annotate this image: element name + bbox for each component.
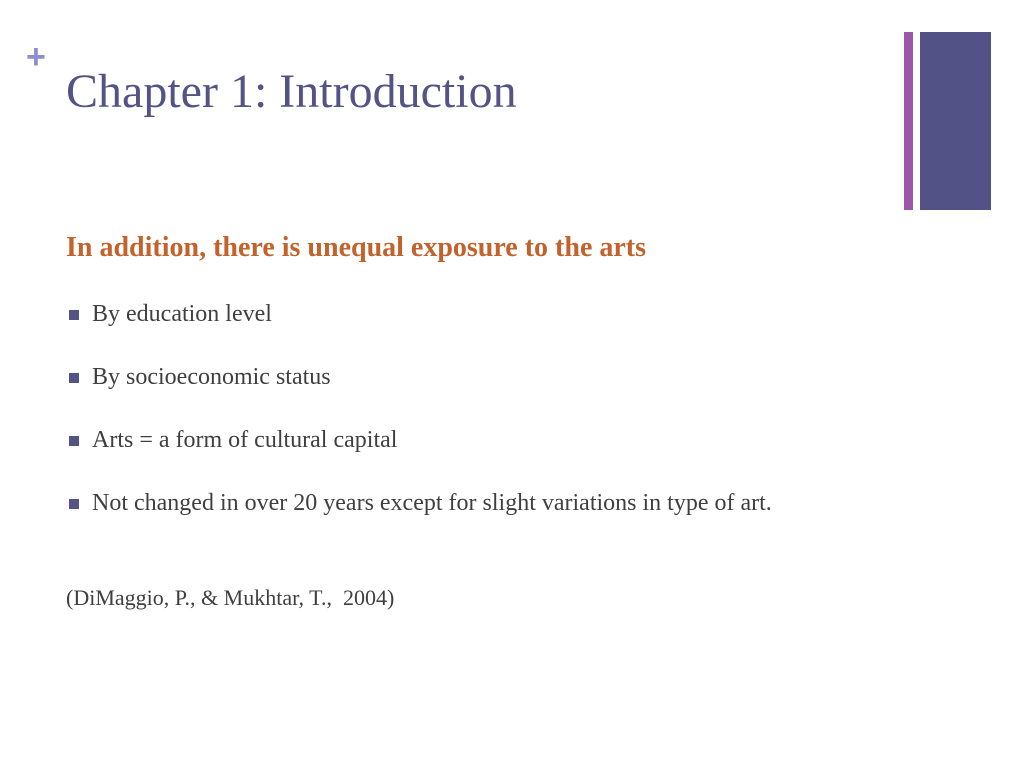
bullet-item <box>66 298 946 331</box>
accent-bar-thick <box>920 32 991 210</box>
citation: (DiMaggio, P., & Mukhtar, T., 2004) <box>66 585 395 610</box>
bullet-text: Not changed in over 20 years except for slight variations in type of art. <box>92 490 772 516</box>
accent-bar-thin <box>904 32 913 210</box>
bullet-text: By education level <box>92 301 272 327</box>
square-bullet-icon <box>69 373 79 383</box>
plus-icon: + <box>26 38 46 76</box>
bullet-item <box>66 424 946 457</box>
bullet-item <box>66 487 946 520</box>
slide-title: Chapter 1: Introduction <box>66 65 517 118</box>
bullet-text: Arts = a form of cultural capital <box>92 427 398 453</box>
slide-subtitle: In addition, there is unequal exposure to the arts <box>66 232 647 263</box>
bullet-item <box>66 361 946 394</box>
bullet-text: By socioeconomic status <box>92 364 331 390</box>
square-bullet-icon <box>69 436 79 446</box>
bullet-list <box>66 298 946 550</box>
square-bullet-icon <box>69 310 79 320</box>
square-bullet-icon <box>69 499 79 509</box>
